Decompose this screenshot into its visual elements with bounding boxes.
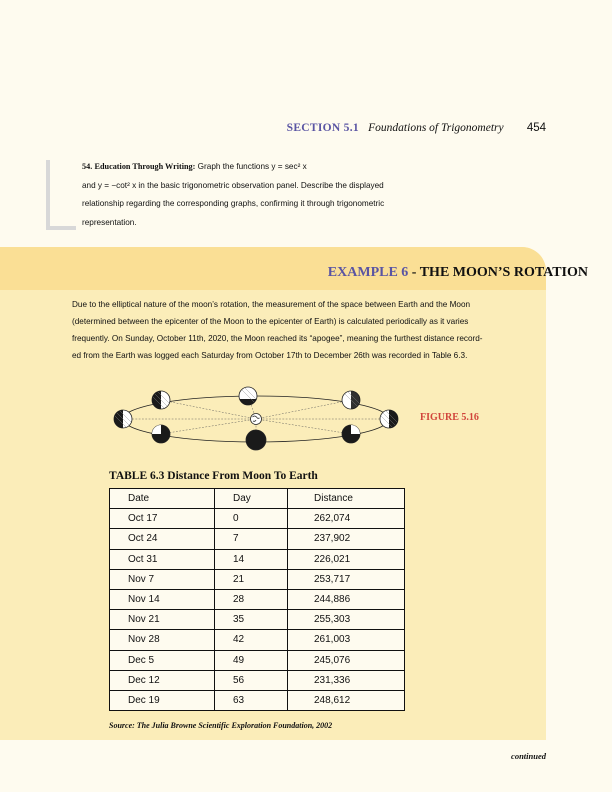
table-row [110, 670, 405, 690]
column-header: Day [215, 489, 288, 509]
moon-phase-icon [152, 425, 170, 443]
table-row [110, 650, 405, 670]
table-row [110, 589, 405, 609]
distance-table [109, 488, 405, 711]
intro-line: (determined between the epicenter of the Moon to the epicenter of Earth) is calculated periodically as it varies [72, 317, 469, 326]
exercise-number: 54. [82, 162, 93, 171]
section-label: SECTION 5.1 [286, 122, 359, 134]
exercise-line-1 [82, 158, 462, 177]
cell-distance: 244,886 [288, 589, 405, 609]
moon-phase-icon [152, 391, 170, 409]
moon-phase-icon [342, 391, 360, 409]
exercise-line-4: representation. [82, 217, 137, 227]
example-label: EXAMPLE 6 [327, 265, 409, 280]
table-row [110, 549, 405, 569]
cell-day: 28 [215, 589, 288, 609]
moon-phase-icon [114, 410, 132, 428]
cell-distance: 248,612 [288, 690, 405, 710]
cell-day: 42 [215, 630, 288, 650]
cell-date: Dec 5 [110, 650, 215, 670]
cell-distance: 231,336 [288, 670, 405, 690]
cell-date: Oct 17 [110, 509, 215, 529]
cell-distance: 253,717 [288, 569, 405, 589]
example-separator: - [408, 265, 420, 280]
table-row [110, 690, 405, 710]
table-row [110, 630, 405, 650]
column-header: Distance [288, 489, 405, 509]
exercise-text: Graph the functions y = sec² x [197, 162, 307, 171]
table-source: Source: The Julia Browne Scientific Exploration Foundation, 2002 [109, 721, 333, 730]
cell-distance: 261,003 [288, 630, 405, 650]
example-title [328, 265, 588, 281]
earth-icon [251, 414, 262, 425]
running-header [0, 121, 546, 135]
intro-line: frequently. On Sunday, October 11th, 2020, the Moon reached its “apogee”, meaning the furthest distance record- [72, 334, 483, 343]
table-row [110, 509, 405, 529]
table-row [110, 569, 405, 589]
table-title: TABLE 6.3 Distance From Moon To Earth [109, 470, 318, 482]
cell-distance: 245,076 [288, 650, 405, 670]
cell-date: Nov 28 [110, 630, 215, 650]
example-name: THE MOON’S ROTATION [419, 265, 588, 280]
section-title: Foundations of Trigonometry [368, 122, 504, 134]
exercise-title: Education Through Writing: [94, 162, 196, 171]
cell-date: Oct 24 [110, 529, 215, 549]
cell-distance: 262,074 [288, 509, 405, 529]
cell-distance: 226,021 [288, 549, 405, 569]
cell-day: 56 [215, 670, 288, 690]
table-row [110, 610, 405, 630]
cell-date: Dec 12 [110, 670, 215, 690]
cell-date: Nov 14 [110, 589, 215, 609]
example-intro [72, 296, 546, 364]
moon-phase-icon [342, 425, 360, 443]
table-row [110, 529, 405, 549]
cell-day: 49 [215, 650, 288, 670]
cell-distance: 255,303 [288, 610, 405, 630]
exercise-line-2: and y = −cot² x in the basic trigonometric observation panel. Describe the displayed [82, 180, 384, 190]
figure-label: FIGURE 5.16 [420, 412, 479, 423]
cell-date: Nov 7 [110, 569, 215, 589]
cell-date: Oct 31 [110, 549, 215, 569]
moon-orbit-figure [108, 376, 408, 456]
moon-phase-icon [246, 430, 266, 450]
page-number: 454 [526, 122, 546, 134]
cell-date: Nov 21 [110, 610, 215, 630]
exercise-line-3: relationship regarding the corresponding graphs, confirming it through trigonometric [82, 199, 385, 208]
cell-distance: 237,902 [288, 529, 405, 549]
cell-day: 35 [215, 610, 288, 630]
column-header: Date [110, 489, 215, 509]
cell-day: 14 [215, 549, 288, 569]
cell-day: 7 [215, 529, 288, 549]
cell-date: Dec 19 [110, 690, 215, 710]
moon-phase-icon [239, 387, 257, 405]
continued-label: continued [511, 751, 546, 761]
exercise-bracket [46, 160, 76, 230]
intro-line: ed from the Earth was logged each Saturday from October 17th to December 26th was recorded in Table 6.3. [72, 351, 468, 360]
table-header-row [110, 489, 405, 509]
cell-day: 0 [215, 509, 288, 529]
moon-phase-icon [380, 410, 398, 428]
cell-day: 63 [215, 690, 288, 710]
intro-line: Due to the elliptical nature of the moon’s rotation, the measurement of the space between Earth and the Moon [72, 300, 471, 309]
exercise-54 [82, 158, 462, 232]
cell-day: 21 [215, 569, 288, 589]
